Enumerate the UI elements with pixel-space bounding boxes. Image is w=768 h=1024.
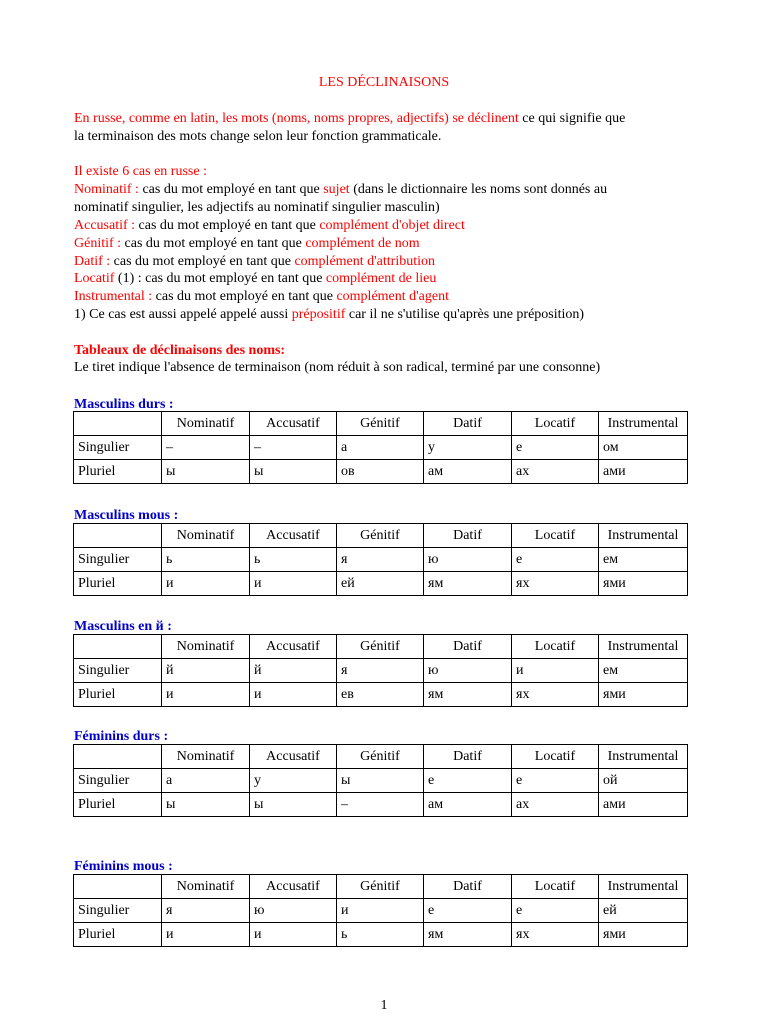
table-title: Féminins durs : [74, 729, 169, 744]
table-row [74, 659, 688, 683]
ending-cell: ах [512, 793, 599, 817]
ending-cell: ы [250, 793, 337, 817]
header-cell: Nominatif [162, 635, 250, 659]
row-label: Pluriel [74, 572, 162, 596]
header-cell: Génitif [337, 635, 424, 659]
table-header-row [74, 524, 688, 548]
header-cell: Accusatif [250, 875, 337, 899]
header-cell: Instrumental [599, 745, 688, 769]
ending-cell: е [512, 548, 599, 572]
declension-table [73, 411, 688, 484]
header-cell: Nominatif [162, 412, 250, 436]
ending-cell: у [424, 436, 512, 460]
header-cell: Génitif [337, 875, 424, 899]
header-cell: Nominatif [162, 524, 250, 548]
table-header-row [74, 875, 688, 899]
ending-cell: у [250, 769, 337, 793]
ending-cell: ю [424, 659, 512, 683]
corner-cell [74, 524, 162, 548]
ending-cell: ой [599, 769, 688, 793]
ending-cell: ю [250, 899, 337, 923]
ending-cell: ями [599, 923, 688, 947]
row-label: Singulier [74, 899, 162, 923]
tables-note: Le tiret indique l'absence de terminaison (nom réduit à son radical, terminé par une consonne) [74, 360, 601, 375]
ending-cell: ях [512, 923, 599, 947]
tables-heading: Tableaux de déclinaisons des noms: [74, 343, 286, 358]
ending-cell: и [250, 923, 337, 947]
ending-cell: ей [599, 899, 688, 923]
case-datif [74, 253, 435, 270]
case-function: complément d'objet direct [319, 218, 465, 233]
table-row [74, 460, 688, 484]
case-label: Accusatif : [74, 218, 136, 233]
row-label: Pluriel [74, 683, 162, 707]
row-label: Pluriel [74, 793, 162, 817]
header-cell: Nominatif [162, 745, 250, 769]
case-label: Locatif [74, 271, 115, 286]
header-cell: Locatif [512, 875, 599, 899]
ending-cell: – [337, 793, 424, 817]
header-cell: Datif [424, 412, 512, 436]
ending-cell: ы [162, 793, 250, 817]
corner-cell [74, 875, 162, 899]
table-title: Féminins mous : [74, 859, 173, 874]
header-cell: Génitif [337, 412, 424, 436]
header-cell: Datif [424, 635, 512, 659]
ending-cell: я [162, 899, 250, 923]
case-nominatif-line2: nominatif singulier, les adjectifs au nominatif singulier masculin) [74, 200, 440, 215]
case-nominatif [74, 181, 607, 198]
ending-cell: я [337, 659, 424, 683]
header-cell: Instrumental [599, 635, 688, 659]
ending-cell: ем [599, 659, 688, 683]
table-header-row [74, 635, 688, 659]
case-text: cas du mot employé en tant que [121, 236, 306, 251]
header-cell: Instrumental [599, 412, 688, 436]
ending-cell: ям [424, 683, 512, 707]
ending-cell: е [424, 769, 512, 793]
ending-cell: и [337, 899, 424, 923]
ending-cell: ях [512, 683, 599, 707]
table-row [74, 899, 688, 923]
ending-cell: ь [162, 548, 250, 572]
ending-cell: й [250, 659, 337, 683]
corner-cell [74, 412, 162, 436]
ending-cell: ям [424, 923, 512, 947]
header-cell: Accusatif [250, 745, 337, 769]
ending-cell: е [512, 899, 599, 923]
ending-cell: и [162, 683, 250, 707]
case-function: complément de lieu [325, 271, 437, 286]
header-cell: Datif [424, 524, 512, 548]
ending-cell: ями [599, 683, 688, 707]
ending-cell: ам [424, 460, 512, 484]
table-row [74, 923, 688, 947]
case-label: Génitif : [74, 236, 122, 251]
ending-cell: и [250, 572, 337, 596]
ending-cell: е [512, 769, 599, 793]
header-cell: Accusatif [250, 412, 337, 436]
declension-table [73, 874, 688, 947]
ending-cell: ом [599, 436, 688, 460]
row-label: Pluriel [74, 923, 162, 947]
row-label: Singulier [74, 769, 162, 793]
case-label: Nominatif : [74, 182, 139, 197]
ending-cell: ах [512, 460, 599, 484]
declension-table [73, 523, 688, 596]
case-function: sujet [323, 182, 350, 197]
header-cell: Datif [424, 875, 512, 899]
table-title: Masculins mous : [74, 508, 179, 523]
case-text: cas du mot employé en tant que [110, 254, 295, 269]
header-cell: Instrumental [599, 524, 688, 548]
ending-cell: ях [512, 572, 599, 596]
ending-cell: ь [337, 923, 424, 947]
row-label: Singulier [74, 659, 162, 683]
ending-cell: ев [337, 683, 424, 707]
ending-cell: ем [599, 548, 688, 572]
row-label: Pluriel [74, 460, 162, 484]
table-header-row [74, 745, 688, 769]
ending-cell: ей [337, 572, 424, 596]
header-cell: Accusatif [250, 635, 337, 659]
declension-table [73, 744, 688, 817]
ending-cell: й [162, 659, 250, 683]
intro-line-1 [74, 110, 625, 127]
corner-cell [74, 635, 162, 659]
page-number: 1 [380, 998, 388, 1013]
ending-cell: и [512, 659, 599, 683]
cases-intro: Il existe 6 cas en russe : [74, 164, 207, 179]
ending-cell: а [337, 436, 424, 460]
ending-cell: ами [599, 460, 688, 484]
footnote-1 [74, 306, 584, 323]
ending-cell: – [250, 436, 337, 460]
header-cell: Nominatif [162, 875, 250, 899]
declension-table [73, 634, 688, 707]
table-header-row [74, 412, 688, 436]
corner-cell [74, 745, 162, 769]
ending-cell: ю [424, 548, 512, 572]
case-text: (dans le dictionnaire les noms sont donnés au [349, 182, 608, 197]
ending-cell: ы [162, 460, 250, 484]
ending-cell: и [250, 683, 337, 707]
ending-cell: и [162, 572, 250, 596]
header-cell: Locatif [512, 524, 599, 548]
case-function: complément d'attribution [294, 254, 435, 269]
header-cell: Instrumental [599, 875, 688, 899]
ending-cell: ами [599, 793, 688, 817]
header-cell: Locatif [512, 635, 599, 659]
header-cell: Datif [424, 745, 512, 769]
table-row [74, 572, 688, 596]
case-accusatif [74, 217, 465, 234]
case-locatif [74, 270, 436, 287]
ending-cell: и [162, 923, 250, 947]
ending-cell: ы [337, 769, 424, 793]
header-cell: Génitif [337, 745, 424, 769]
ending-cell: ь [250, 548, 337, 572]
ending-cell: ы [250, 460, 337, 484]
header-cell: Locatif [512, 745, 599, 769]
table-row [74, 793, 688, 817]
ending-cell: я [337, 548, 424, 572]
ending-cell: ями [599, 572, 688, 596]
ending-cell: – [162, 436, 250, 460]
case-text: cas du mot employé en tant que [152, 289, 337, 304]
ending-cell: е [424, 899, 512, 923]
ending-cell: ам [424, 793, 512, 817]
case-function: complément d'agent [336, 289, 449, 304]
case-text: cas du mot employé en tant que [138, 182, 324, 197]
intro-red: En russe, comme en latin, les mots (noms, noms propres, adjectifs) se déclinent [74, 111, 519, 126]
row-label: Singulier [74, 548, 162, 572]
table-title: Masculins durs : [74, 397, 174, 412]
ending-cell: ям [424, 572, 512, 596]
table-row [74, 769, 688, 793]
header-cell: Locatif [512, 412, 599, 436]
case-label: Datif : [74, 254, 111, 269]
case-function: complément de nom [305, 236, 420, 251]
note-text: car il ne s'utilise qu'après une préposition) [345, 307, 585, 322]
case-instrumental [74, 288, 449, 305]
header-cell: Génitif [337, 524, 424, 548]
intro-black: ce qui signifie que [518, 111, 626, 126]
case-label: Instrumental : [74, 289, 153, 304]
note-text: 1) Ce cas est aussi appelé appelé aussi [74, 307, 292, 322]
note-red: prépositif [291, 307, 346, 322]
case-genitif [74, 235, 420, 252]
table-row [74, 436, 688, 460]
header-cell: Accusatif [250, 524, 337, 548]
table-row [74, 548, 688, 572]
case-text: cas du mot employé en tant que [135, 218, 320, 233]
intro-line-2: la terminaison des mots change selon leur fonction grammaticale. [74, 129, 442, 144]
ending-cell: ов [337, 460, 424, 484]
ending-cell: а [162, 769, 250, 793]
row-label: Singulier [74, 436, 162, 460]
page-title: LES DÉCLINAISONS [318, 75, 450, 90]
table-title: Masculins en й : [74, 619, 172, 634]
case-text: (1) : cas du mot employé en tant que [114, 271, 326, 286]
ending-cell: е [512, 436, 599, 460]
table-row [74, 683, 688, 707]
